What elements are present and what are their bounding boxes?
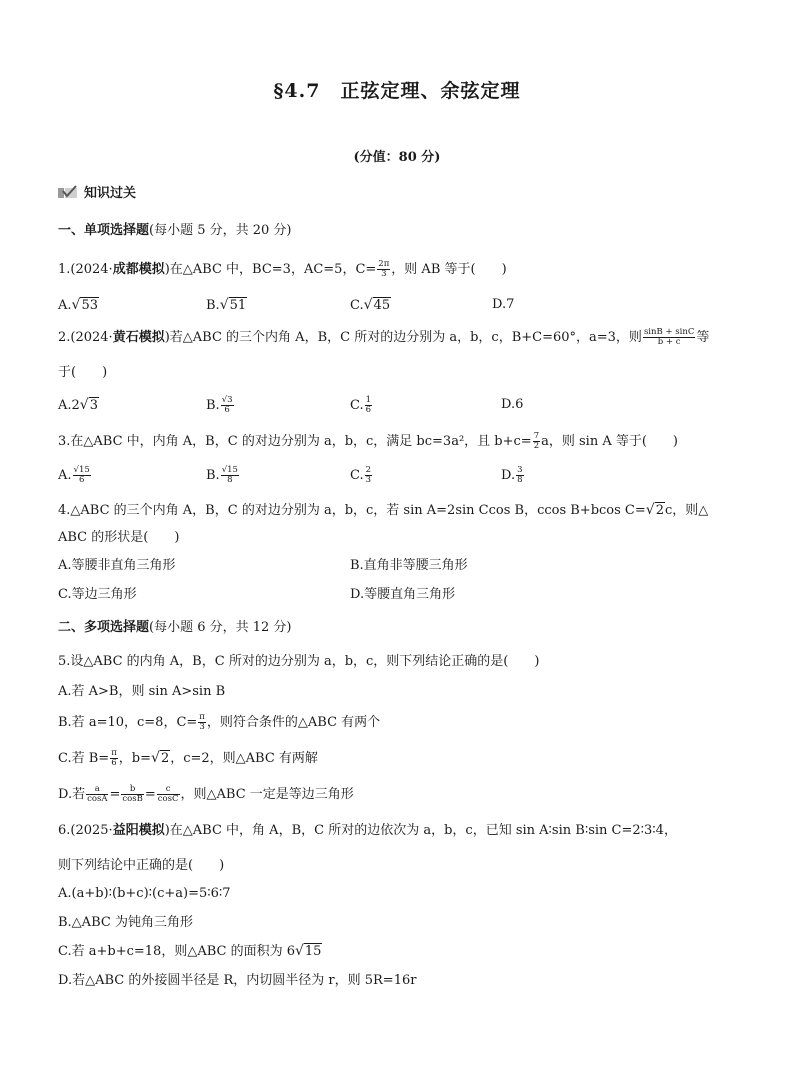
q6-source: 益阳模拟 [112, 823, 165, 838]
q1-tail: ，则 AB 等于( ) [391, 262, 507, 277]
q1-source: 成都模拟 [112, 262, 165, 277]
section-scoring: (每小题 6 分，共 12 分) [149, 620, 292, 635]
q6-number: 6.(2025· [58, 823, 113, 838]
q3-option-d: D. $\frac{3}{8}$ [501, 465, 523, 485]
q4-sqrt: √2 [645, 502, 664, 518]
q2-source: 黄石模拟 [112, 330, 165, 345]
checkmark-badge-icon [58, 185, 78, 199]
q2-option-b: B. $\frac{√3}{6}$ [206, 395, 233, 415]
q5-option-d: D.若 $\frac{a}{\cos A}$ = $\frac{b}{\cos B}$ = $\frac{c}{\cos C}$ ，则△ABC 一定是等边三角形 [58, 784, 354, 804]
q1-option-d: D.7 [492, 297, 515, 312]
q2-fraction: $\frac{\sin B + \sin C}{b + c}$ [643, 327, 695, 347]
q3-option-b: B. $\frac{√15}{8}$ [206, 465, 238, 485]
q1-option-a: A.√53 [58, 297, 98, 313]
q1-body: )在△ABC 中，BC=3，AC=5，C= [164, 262, 377, 277]
q4-body: 4.△ABC 的三个内角 A，B，C 的对边分别为 a，b，c，若 sin A=2sin Ccos B，ccos B+bcos C= [58, 503, 646, 518]
q4-option-b: B.直角非等腰三角形 [350, 558, 468, 573]
q4-option-d: D.等腰直角三角形 [350, 587, 456, 602]
q6-option-d: D.若△ABC 的外接圆半径是 R，内切圆半径为 r，则 5R=16r [58, 973, 417, 988]
section-title: 二、多项选择题 [58, 620, 150, 635]
q1-option-b: B.√51 [206, 297, 247, 313]
q2-line-2: 于( ) [58, 365, 108, 380]
badge-label: 知识过关 [84, 186, 137, 201]
question-2 [58, 328, 709, 347]
section-title: 一、单项选择题 [58, 223, 150, 238]
q2-number: 2.(2024· [58, 330, 113, 345]
q2-option-a: A.2√3 [58, 397, 98, 413]
section-badge [58, 182, 136, 201]
score-note: (分值：80 分) [353, 150, 441, 165]
q1-fraction: $\frac{2\pi}{3}$ [378, 259, 390, 279]
q6-option-a: A.(a+b)∶(b+c)∶(c+a)=5∶6∶7 [58, 886, 231, 901]
q2-tail: 等 [696, 330, 710, 345]
q2-option-c: C. $\frac{1}{6}$ [350, 395, 372, 415]
q3-option-a: A. $\frac{√15}{6}$ [58, 465, 90, 485]
q4-option-c: C.等边三角形 [58, 587, 137, 602]
question-4 [58, 501, 708, 520]
q3-option-c: C. $\frac{2}{3}$ [350, 465, 372, 485]
q3-body: 3.在△ABC 中，内角 A，B，C 的对边分别为 a，b，c，满足 bc=3a²，且 b+c= [58, 434, 532, 449]
page-title: §4.7 正弦定理、余弦定理 [273, 80, 521, 102]
q5-option-b: B.若 a=10，c=8，C= $\frac{\pi}{3}$ ，则符合条件的△ABC 有两个 [58, 712, 381, 732]
q6-option-c: C.若 a+b+c=18，则△ABC 的面积为 6√15 [58, 943, 322, 959]
question-5: 5.设△ABC 的内角 A，B，C 所对的边分别为 a，b，c，则下列结论正确的是( ) [58, 654, 540, 669]
question-6 [58, 822, 677, 840]
q5-option-c: C.若 B= $\frac{\pi}{6}$ ，b=√2，c=2，则△ABC 有两解 [58, 748, 318, 768]
q1-option-c: C.√45 [350, 297, 391, 313]
question-3 [58, 432, 678, 451]
q2-option-d: D.6 [501, 397, 524, 412]
section-heading-multiple-choice [58, 619, 292, 637]
question-1 [58, 260, 507, 279]
q6-line-2: 则下列结论中正确的是( ) [58, 858, 225, 873]
q6-body: )在△ABC 中，角 A，B，C 所对的边依次为 a，b，c，已知 sin A∶sin B∶sin C=2∶3∶4， [164, 823, 677, 838]
q5-option-a: A.若 A>B，则 sin A>sin B [58, 684, 226, 699]
q6-option-b: B.△ABC 为钝角三角形 [58, 915, 193, 930]
q3-fraction: $\frac{7}{2}$ [533, 431, 540, 451]
q4-line-2: ABC 的形状是( ) [58, 530, 180, 545]
q1-number: 1.(2024· [58, 262, 113, 277]
section-scoring: (每小题 5 分，共 20 分) [149, 223, 292, 238]
section-heading-single-choice [58, 222, 292, 240]
q4-option-a: A.等腰非直角三角形 [58, 558, 176, 573]
q4-tail: c，则△ [664, 503, 709, 518]
q3-tail: a，则 sin A 等于( ) [541, 434, 678, 449]
q2-body: )若△ABC 的三个内角 A，B，C 所对的边分别为 a，b，c，B+C=60°，a=3，则 [164, 330, 642, 345]
